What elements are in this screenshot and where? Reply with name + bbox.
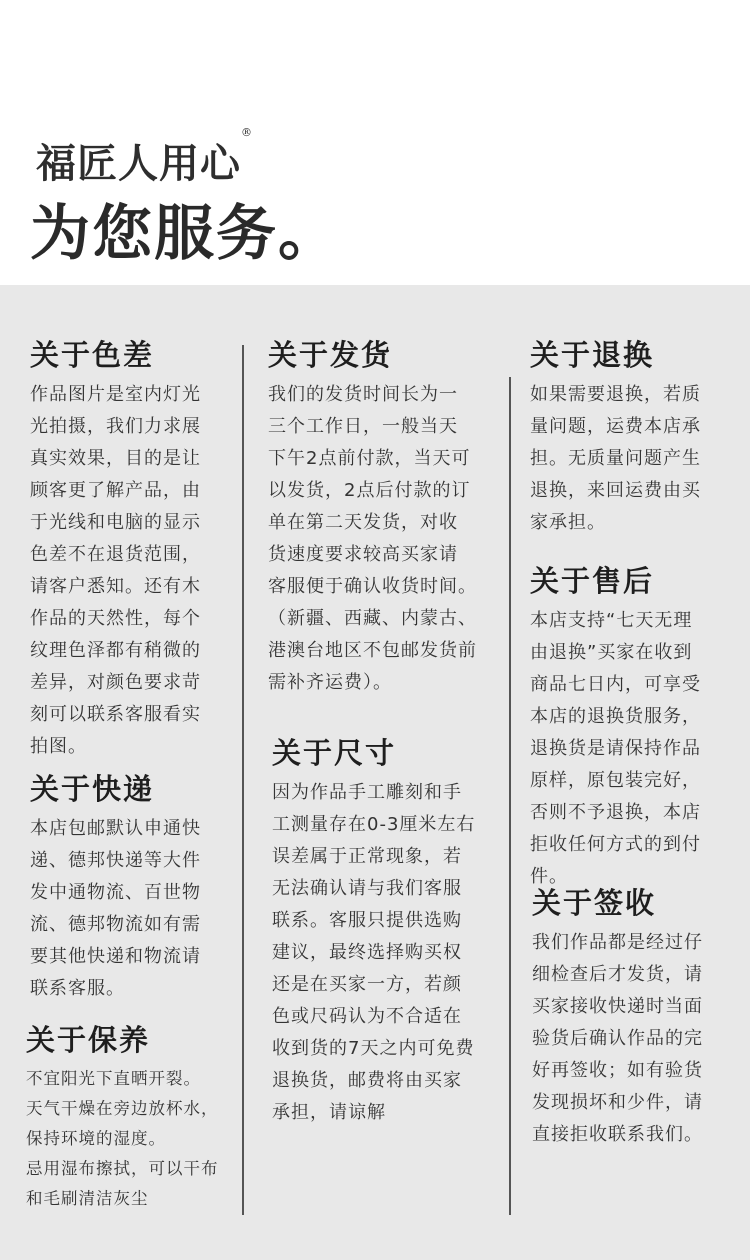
brand-text: 福匠人用心 — [36, 140, 241, 187]
section-title: 关于色差 — [30, 338, 155, 372]
section-title: 关于快递 — [30, 772, 155, 806]
section-title: 关于保养 — [26, 1023, 151, 1057]
section-body: 本店包邮默认申通快 递、德邦快递等大件 发中通物流、百世物 流、德邦物流如有需 要其他快递和物流请 联系客服。 — [30, 818, 201, 999]
slogan-heading: 为您服务。 — [30, 199, 340, 269]
registered-mark: ® — [241, 126, 253, 139]
section-body: 本店支持“七天无理 由退换”买家在收到 商品七日内，可享受 本店的退换货服务， 退换货是请保持作品 原样，原包装完好， 否则不予退换，本店 拒收任何方式的到付 件。 — [530, 610, 701, 887]
section-title: 关于签收 — [532, 886, 657, 920]
header-banner — [0, 0, 750, 285]
section-title: 关于发货 — [268, 338, 393, 372]
section-title: 关于售后 — [530, 564, 655, 598]
section-after-sales — [530, 563, 745, 893]
section-body: 因为作品手工雕刻和手 工测量存在0-3厘米左右 误差属于正常现象，若 无法确认请与我们客服 联系。客服只提供选购 建议，最终选择购买权 还是在买家一方，若颜 色或尺码认为不合适在 收到货的7天之内可免费 退换货，邮费将由买家 承担，请谅解 — [272, 782, 476, 1123]
section-body: 我们作品都是经过仔 细检查后才发货，请 买家接收快递时当面 验货后确认作品的完 好再签收；如有验货 发现损坏和少件，请 直接拒收联系我们。 — [532, 932, 703, 1145]
section-care — [26, 1022, 240, 1214]
section-receipt — [532, 885, 747, 1151]
column-divider-left — [242, 345, 244, 1215]
section-title: 关于退换 — [530, 338, 655, 372]
section-body: 如果需要退换，若质 量问题，运费本店承 担。无质量问题产生 退换，来回运费由买 家承担。 — [530, 384, 701, 533]
section-title: 关于尺寸 — [272, 736, 397, 770]
section-color-difference — [30, 337, 240, 763]
section-size — [272, 735, 506, 1129]
section-body: 不宜阳光下直晒开裂。 天气干燥在旁边放杯水， 保持环境的湿度。 忌用湿布擦拭，可以干布 和毛刷清洁灰尘 — [26, 1069, 219, 1208]
section-returns — [530, 337, 745, 539]
service-info-panel — [0, 285, 750, 1260]
section-courier — [30, 771, 240, 1005]
section-body: 我们的发货时间长为一 三个工作日，一般当天 下午2点前付款，当天可 以发货，2点后付款的订 单在第二天发货，对收 货速度要求较高买家请 客服便于确认收货时间。 （新疆、西藏、内蒙古、 港澳台地区不包邮发货前 需补齐运费）。 — [268, 384, 477, 693]
section-shipping — [268, 337, 506, 699]
brand-title — [36, 126, 253, 189]
column-divider-right — [509, 377, 511, 1215]
section-body: 作品图片是室内灯光 光拍摄，我们力求展 真实效果，目的是让 顾客更了解产品，由 于光线和电脑的显示 色差不在退货范围， 请客户悉知。还有木 作品的天然性，每个 纹理色泽都有稍微的 差异，对颜色要求苛 刻可以联系客服看实 拍图。 — [30, 384, 201, 757]
